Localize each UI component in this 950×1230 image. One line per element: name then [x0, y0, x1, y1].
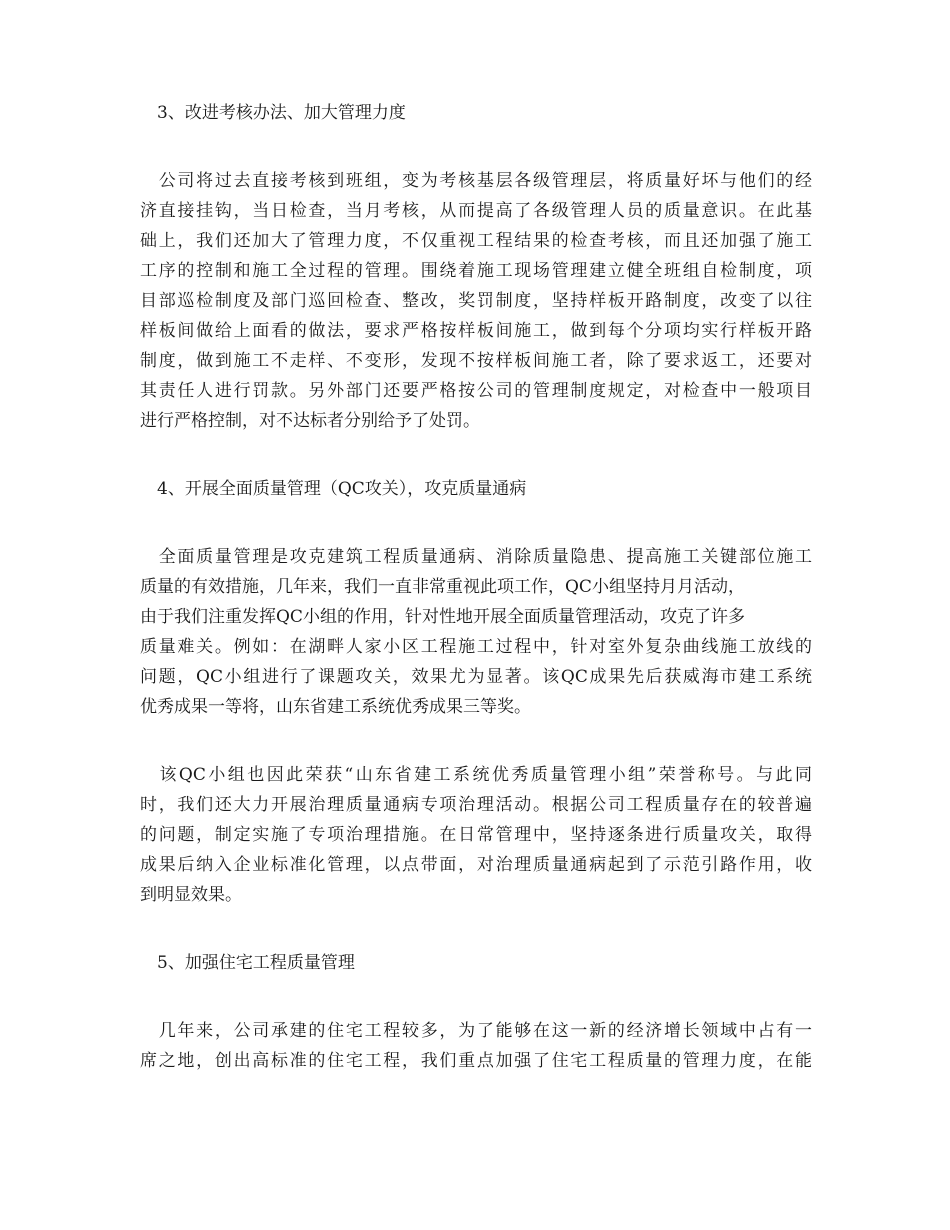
paragraph-line: 工序的控制和施工全过程的管理。围绕着施工现场管理建立健全班组自检制度，项	[140, 261, 812, 281]
paragraph-line: 质量难关。例如：在湖畔人家小区工程施工过程中，针对室外复杂曲线施工放线的	[140, 637, 812, 657]
section-heading-5: 5、加强住宅工程质量管理	[140, 953, 355, 973]
paragraph-line: 进行严格控制，对不达标者分别给予了处罚。	[140, 411, 480, 431]
spacer	[140, 436, 812, 474]
paragraph-line: 制度，做到施工不走样、不变形，发现不按样板间施工者，除了要求返工，还要对	[140, 351, 812, 371]
paragraph-line: 全面质量管理是攻克建筑工程质量通病、消除质量隐患、提高施工关键部位施工	[140, 547, 812, 567]
paragraph-line: 该QC小组也因此荣获“山东省建工系统优秀质量管理小组”荣誉称号。与此同	[140, 765, 812, 785]
paragraph-line: 样板间做给上面看的做法，要求严格按样板间施工，做到每个分项均实行样板开路	[140, 321, 812, 341]
paragraph-line: 时，我们还大力开展治理质量通病专项治理活动。根据公司工程质量存在的较普遍	[140, 795, 812, 815]
paragraph-line: 济直接挂钩，当日检查，当月考核，从而提高了各级管理人员的质量意识。在此基	[140, 201, 812, 221]
paragraph-line: 优秀成果一等将，山东省建工系统优秀成果三等奖。	[140, 697, 531, 717]
paragraph-line: 质量的有效措施，几年来，我们一直非常重视此项工作，QC小组坚持月月活动，	[140, 577, 745, 597]
paragraph-line: 础上，我们还加大了管理力度，不仅重视工程结果的检查考核，而且还加强了施工	[140, 231, 812, 251]
section-heading-4: 4、开展全面质量管理（QC攻关），攻克质量通病	[140, 479, 527, 499]
paragraph	[140, 166, 812, 436]
paragraph-line: 几年来，公司承建的住宅工程较多，为了能够在这一新的经济增长领域中占有一	[140, 1021, 812, 1041]
spacer	[140, 722, 812, 760]
paragraph-line: 目部巡检制度及部门巡回检查、整改，奖罚制度，坚持样板开路制度，改变了以往	[140, 291, 812, 311]
paragraph-line: 到明显效果。	[140, 885, 242, 905]
paragraph-line: 由于我们注重发挥QC小组的作用，针对性地开展全面质量管理活动，攻克了许多	[140, 607, 745, 627]
document-page	[140, 98, 812, 1076]
paragraph-line: 成果后纳入企业标准化管理，以点带面，对治理质量通病起到了示范引路作用，收	[140, 855, 812, 875]
paragraph-line: 问题，QC小组进行了课题攻关，效果尤为显著。该QC成果先后获威海市建工系统	[140, 667, 812, 687]
paragraph-line: 的问题，制定实施了专项治理措施。在日常管理中，坚持逐条进行质量攻关，取得	[140, 825, 812, 845]
paragraph	[140, 1016, 812, 1076]
spacer	[140, 910, 812, 948]
paragraph	[140, 760, 812, 910]
spacer	[140, 504, 812, 542]
paragraph-line: 席之地，创出高标准的住宅工程，我们重点加强了住宅工程质量的管理力度，在能	[140, 1051, 812, 1071]
paragraph-line: 其责任人进行罚款。另外部门还要严格按公司的管理制度规定，对检查中一般项目	[140, 381, 812, 401]
paragraph-line: 公司将过去直接考核到班组，变为考核基层各级管理层，将质量好坏与他们的经	[140, 171, 812, 191]
spacer	[140, 978, 812, 1016]
spacer	[140, 128, 812, 166]
section-heading-3: 3、改进考核办法、加大管理力度	[140, 103, 406, 123]
paragraph	[140, 542, 812, 722]
